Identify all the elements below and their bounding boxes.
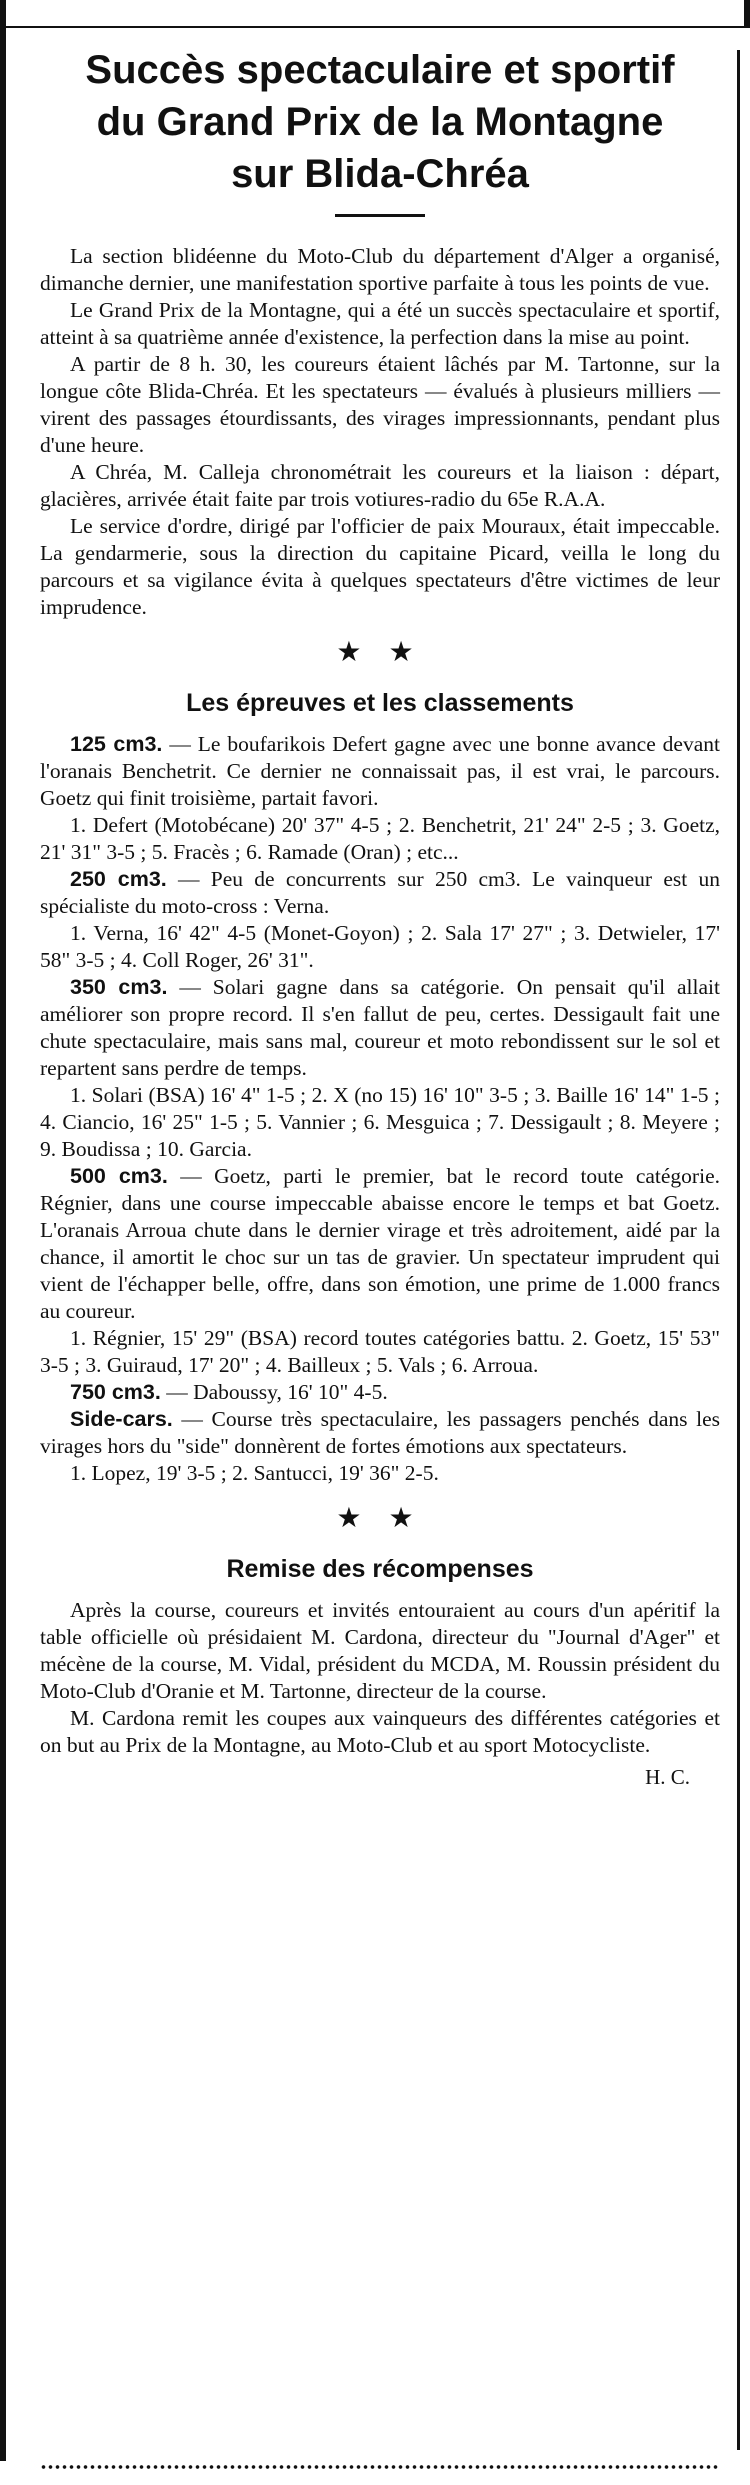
category-label: 350 cm3.	[70, 975, 168, 999]
category-text: — Peu de concurrents sur 250 cm3. Le vainqueur est un spécialiste du moto-cross : Verna.	[40, 867, 720, 918]
category-500-ranking: 1. Régnier, 15' 29" (BSA) record toutes catégories battu. 2. Goetz, 15' 53" 3-5 ; 3. Guiraud, 17' 20" ; 4. Bailleux ; 5. Vals ; 6. Arroua.	[40, 1326, 720, 1377]
category-text: — Le boufarikois Defert gagne avec une bonne avance devant l'oranais Benchetrit. Ce dernier ne connaissait pas, il est vrai, le parcours. Goetz qui finit troisième, partait favori.	[40, 732, 720, 810]
section-separator-stars: ★ ★	[336, 1503, 424, 1534]
headline-line-3: sur Blida-Chréa	[231, 152, 529, 196]
category-label: 125 cm3.	[70, 732, 163, 756]
article	[40, 44, 720, 1790]
headline-line-1: Succès spectaculaire et sportif	[85, 48, 675, 92]
left-column-rule	[0, 26, 6, 2461]
category-125-ranking: 1. Defert (Motobécane) 20' 37" 4-5 ; 2. Benchetrit, 21' 24" 2-5 ; 3. Goetz, 21' 31" 3-5 ; 5. Fracès ; 6. Ramade (Oran) ; etc...	[40, 813, 720, 864]
intro-paragraph: Le service d'ordre, dirigé par l'officier de paix Mouraux, était impeccable. La gendarmerie, sous la direction du capitaine Picard, veilla le long du parcours et sa vigilance évita à quelques spectateurs d'être victimes de leur imprudence.	[40, 514, 720, 619]
category-750-paragraph	[40, 1379, 720, 1406]
sidecars-ranking: 1. Lopez, 19' 3-5 ; 2. Santucci, 19' 36" 2-5.	[70, 1461, 439, 1485]
awards-section-title: Remise des récompenses	[226, 1555, 534, 1583]
right-column-rule	[737, 50, 740, 2450]
category-text: — Course très spectaculaire, les passagers penchés dans les virages hors du "side" donnèrent de fortes émotions aux spectateurs.	[40, 1407, 720, 1458]
intro-paragraph: A partir de 8 h. 30, les coureurs étaient lâchés par M. Tartonne, sur la longue côte Blida-Chréa. Et les spectateurs — évalués à plusieurs milliers — virent des passages étourdissants, des virages impressionnants, pendant plus d'une heure.	[40, 352, 720, 457]
category-350-ranking: 1. Solari (BSA) 16' 4" 1-5 ; 2. X (no 15) 16' 10" 3-5 ; 3. Baille 16' 14" 1-5 ; 4. Ciancio, 16' 25" 1-5 ; 5. Vannier ; 6. Mesguica ; 7. Dessigault ; 8. Meyere ; 9. Boudissa ; 10. Garcia.	[40, 1083, 720, 1161]
bottom-dotted-border	[40, 2463, 720, 2471]
category-125-paragraph	[40, 731, 720, 812]
category-text: — Goetz, parti le premier, bat le record toute catégorie. Régnier, dans une course impeccable abaisse encore le temps et bat Goetz. L'oranais Arroua chute dans le dernier virage et très adroitement, aidé par la chance, il amortit le choc sur un tas de gravier. Un spectateur imprudent qui vient de l'échapper belle, offre, dans son émotion, une prime de 1.000 francs au coureur.	[40, 1164, 720, 1323]
results-section-title: Les épreuves et les classements	[186, 689, 574, 717]
headline-line-2: du Grand Prix de la Montagne	[96, 100, 664, 144]
category-text: — Daboussy, 16' 10" 4-5.	[160, 1380, 388, 1404]
category-label: Side-cars.	[70, 1407, 173, 1431]
awards-paragraph: Après la course, coureurs et invités entouraient au cours d'un apéritif la table officielle où présidaient M. Cardona, directeur du "Journal d'Ager" et mécène de la course, M. Vidal, président du MCDA, M. Roussin président du Moto-Club d'Oranie et M. Tartonne, directeur de la course.	[40, 1598, 720, 1703]
sidecars-paragraph	[40, 1406, 720, 1460]
category-label: 500 cm3.	[70, 1164, 168, 1188]
intro-paragraph: La section blidéenne du Moto-Club du département d'Alger a organisé, dimanche dernier, une manifestation sportive parfaite à tous les points de vue.	[40, 244, 720, 295]
category-500-paragraph	[40, 1163, 720, 1325]
category-250-paragraph	[40, 866, 720, 920]
author-signature: H. C.	[645, 1765, 690, 1789]
awards-paragraph: M. Cardona remit les coupes aux vainqueurs des différentes catégories et on but au Prix de la Montagne, au Moto-Club et au sport Motocycliste.	[40, 1706, 720, 1757]
category-label: 750 cm3.	[70, 1380, 161, 1404]
category-label: 250 cm3.	[70, 867, 167, 891]
category-350-paragraph	[40, 974, 720, 1082]
top-border	[0, 0, 750, 28]
category-250-ranking: 1. Verna, 16' 42" 4-5 (Monet-Goyon) ; 2. Sala 17' 27" ; 3. Detwieler, 17' 58" 3-5 ; 4. Coll Roger, 26' 31".	[40, 921, 720, 972]
section-separator-stars: ★ ★	[336, 637, 424, 668]
intro-paragraph: Le Grand Prix de la Montagne, qui a été un succès spectaculaire et sportif, atteint à sa quatrième année d'existence, la perfection dans la mise au point.	[40, 298, 720, 349]
headline	[40, 44, 720, 200]
intro-paragraph: A Chréa, M. Calleja chronométrait les coureurs et la liaison : départ, glacières, arrivée était faite par trois votiures-radio du 65e R.A.A.	[40, 460, 720, 511]
headline-rule	[335, 214, 425, 217]
category-text: — Solari gagne dans sa catégorie. On pensait qu'il allait améliorer son propre record. Il s'en fallut de peu, certes. Dessigault fait une chute spectaculaire, mais sans mal, coureur et moto rebondissent sur le sol et repartent sans perdre de temps.	[40, 975, 720, 1080]
